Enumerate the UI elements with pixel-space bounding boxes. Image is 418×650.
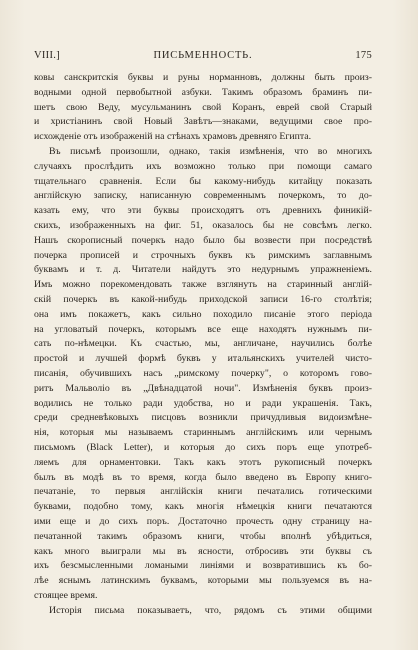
text-line: водными одной первобытной азбуки. Такимъ образомъ браминъ пи- xyxy=(34,86,372,98)
text-line: ими еще и до сихъ поръ. Достаточно прочесть одну страницу на- xyxy=(34,515,372,527)
text-line: Исторія письма показываетъ, что, рядомъ съ этими общими xyxy=(49,604,372,616)
body-text xyxy=(34,71,372,618)
text-line: сать по-нѣмецки. Къ счастью, мы, англичане, научились болѣе xyxy=(34,338,372,350)
text-line: тщательнаго сравненія. Если бы какому-нибудь китайцу показать xyxy=(34,175,372,187)
text-line: скій почеркъ въ какой-нибудь приходской записи 16-го столѣтія; xyxy=(34,293,372,305)
running-header xyxy=(34,50,372,64)
text-line: стоящее время. xyxy=(34,589,98,601)
text-line: письмомъ (Black Letter), и которыя до сихъ поръ еще употреб- xyxy=(34,441,372,453)
running-title: ПИСЬМЕННОСТЬ. xyxy=(153,50,253,61)
text-line: на угловатый почеркъ, которымъ все еще находятъ нужнымъ пи- xyxy=(34,323,372,335)
text-line: писанія, обучившихъ насъ „римскому почерку", о которомъ гово- xyxy=(34,367,372,379)
text-line: среди средневѣковыхъ писцовъ возникли причудливыя видоизмѣне- xyxy=(34,412,372,424)
text-line: скихъ, изображенныхъ на фиг. 51, оказалось бы не совсѣмъ легко. xyxy=(34,219,372,231)
text-line: какъ много выиграли мы въ ясности, отбросивъ эти буквы съ xyxy=(34,545,372,557)
text-line: почерка прописей и строчныхъ буквъ къ римскимъ заглавнымъ xyxy=(34,249,372,261)
text-line: ихъ безсмысленными ломаными линіями и возвратившись къ бо- xyxy=(34,560,372,572)
text-line: исхожденіе отъ изображеній на стѣнахъ храмовъ древняго Египта. xyxy=(34,131,312,143)
text-line: и христіанинъ свой Новый Завѣтъ—знаками, ведущими свое про- xyxy=(34,116,372,128)
text-line: случаяхъ прослѣдить ихъ возможно только при помощи самаго xyxy=(34,160,372,172)
text-line: лѣе яснымъ латинскимъ буквамъ, которыми мы пользуемся въ на- xyxy=(34,575,372,587)
text-line: печатанной такимъ образомъ книги, чтобы вполнѣ убѣдиться, xyxy=(34,530,372,542)
text-line: былъ въ модѣ въ то время, когда было введено въ Европу книго- xyxy=(34,471,372,483)
text-line: буквами, подобно тому, какъ многія нѣмецкія книги печатаются xyxy=(34,501,372,513)
text-line: Въ письмѣ произошли, однако, такія измѣненія, что во многихъ xyxy=(49,145,372,157)
text-line: шетъ свою Веду, мусульманинъ свой Коранъ, еврей свой Старый xyxy=(34,101,372,113)
page-number: 175 xyxy=(355,50,372,61)
text-line: ляемъ для орнаментовки. Такъ какъ этотъ рукописный почеркъ xyxy=(34,456,372,468)
text-line: англійскую записку, написанную современнымъ почеркомъ, то до- xyxy=(34,190,372,202)
text-line: водились не только ради удобства, но и ради украшенія. Такъ, xyxy=(34,397,372,409)
text-line: буквамъ и т. д. Читатели найдутъ это недурнымъ упражненіемъ. xyxy=(34,264,372,276)
text-line: она имъ покажетъ, какъ сильно походило писаніе этого періода xyxy=(34,308,372,320)
text-line: Имъ можно порекомендовать также взглянуть на старинный англій- xyxy=(34,279,372,291)
text-line: простой и лучшей формѣ буквъ у итальянскихъ учителей чисто- xyxy=(34,353,372,365)
chapter-number: VIII.] xyxy=(34,50,60,61)
text-line: ковы санскритскія буквы и руны норманновъ, должны быть произ- xyxy=(34,72,372,83)
text-line: казать ему, что эти буквы происходятъ отъ древнихъ финикій- xyxy=(34,205,372,217)
text-line: нія, которыя мы называемъ стариннымъ англійскимъ или чернымъ xyxy=(34,427,372,439)
text-line: Нашъ скорописный почеркъ надо было бы возвести при посредствѣ xyxy=(34,234,372,246)
text-line: ритъ Мальволіо въ „Двѣнадцатой ночи". Измѣненія буквъ произ- xyxy=(34,382,372,394)
text-line: печатаніе, то первыя англійскія книги печатались готическими xyxy=(34,486,372,498)
